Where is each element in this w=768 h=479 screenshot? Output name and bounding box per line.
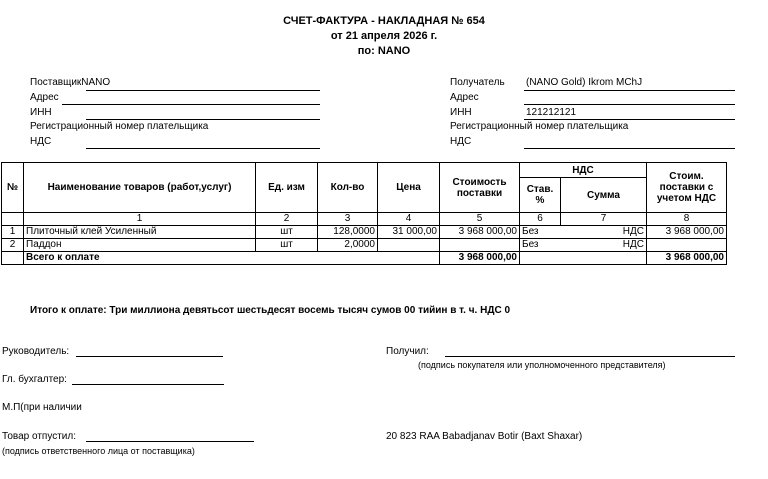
director-line — [76, 356, 223, 357]
stamp-label: М.П(при наличии — [2, 402, 82, 413]
recipient-nds-label: НДС — [450, 136, 472, 147]
recipient-value: (NANO Gold) Ikrom MChJ — [526, 77, 643, 88]
th-price: Цена — [378, 163, 440, 213]
supplier-inn-label: ИНН — [30, 107, 52, 118]
recipient-reg-label: Регистрационный номер плательщика — [450, 121, 629, 132]
th-total-with-vat: Стоим. поставки с учетом НДС — [647, 163, 727, 213]
th-vat-sum: Сумма — [561, 178, 647, 213]
summary-text: Итого к оплате: Три миллиона девятьсот шестьдесят восемь тысяч сумов 00 тийин в т. ч. НДС 0 — [30, 305, 511, 316]
row-unit: шт — [256, 239, 318, 252]
accountant-line — [72, 384, 224, 385]
row-unit: шт — [256, 226, 318, 239]
received-line — [445, 356, 735, 357]
col-number: 1 — [24, 213, 256, 226]
supplier-reg-label: Регистрационный номер плательщика — [30, 121, 209, 132]
invoice-title: СЧЕТ-ФАКТУРА - НАКЛАДНАЯ № 654 — [283, 15, 485, 27]
col-number: 7 — [561, 213, 647, 226]
row-num: 2 — [2, 239, 24, 252]
received-note: (подпись покупателя или уполномоченного представителя) — [418, 360, 666, 370]
total-with-vat: 3 968 000,00 — [647, 252, 727, 265]
supplier-label: Поставщик — [30, 77, 82, 88]
supplier-line — [86, 90, 320, 91]
row-vat-sum: НДС — [561, 226, 647, 239]
recipient-nds-line — [524, 148, 735, 149]
supplier-value: NANO — [81, 77, 111, 88]
th-cost: Стоимость поставки — [440, 163, 520, 213]
th-unit: Ед. изм — [256, 163, 318, 213]
director-label: Руководитель: — [2, 346, 70, 357]
released-line — [86, 441, 254, 442]
row-vat-rate: Без — [520, 226, 561, 239]
col-number: 4 — [378, 213, 440, 226]
invoice-table — [1, 162, 727, 265]
released-label: Товар отпустил: — [2, 431, 76, 442]
recipient-label: Получатель — [450, 77, 505, 88]
row-cost: 3 968 000,00 — [440, 226, 520, 239]
total-row — [2, 252, 727, 265]
row-total: 3 968 000,00 — [647, 226, 727, 239]
accountant-label: Гл. бухгалтер: — [2, 374, 67, 385]
th-qty: Кол-во — [318, 163, 378, 213]
row-vat-sum: НДС — [561, 239, 647, 252]
supplier-address-line — [62, 104, 320, 105]
th-vat: НДС — [520, 163, 647, 178]
col-number: 6 — [520, 213, 561, 226]
th-vat-rate: Став. % — [520, 178, 561, 213]
col-number — [2, 213, 24, 226]
supplier-inn-line — [86, 119, 320, 120]
supplier-row — [30, 77, 110, 88]
row-qty: 128,0000 — [318, 226, 378, 239]
invoice-date: от 21 апреля 2026 г. — [330, 30, 438, 42]
recipient-line — [524, 90, 735, 91]
proxy-text: 20 823 RAA Babadjanav Botir (Baxt Shaxar) — [386, 431, 583, 442]
table-row — [2, 239, 727, 252]
col-number: 2 — [256, 213, 318, 226]
col-number: 8 — [647, 213, 727, 226]
invoice-to: по: NANO — [357, 45, 411, 57]
recipient-address-line — [524, 104, 735, 105]
row-price — [378, 239, 440, 252]
row-total — [647, 239, 727, 252]
col-number: 3 — [318, 213, 378, 226]
row-vat-rate: Без — [520, 239, 561, 252]
row-price: 31 000,00 — [378, 226, 440, 239]
column-number-row — [2, 213, 727, 226]
recipient-inn-line — [524, 119, 735, 120]
row-qty: 2,0000 — [318, 239, 378, 252]
released-note: (подпись ответственного лица от поставщика) — [2, 446, 195, 456]
supplier-nds-line — [86, 148, 320, 149]
row-cost — [440, 239, 520, 252]
total-label: Всего к оплате — [24, 252, 440, 265]
recipient-address-label: Адрес — [450, 92, 479, 103]
table-row — [2, 226, 727, 239]
col-number: 5 — [440, 213, 520, 226]
total-cost: 3 968 000,00 — [440, 252, 520, 265]
row-num: 1 — [2, 226, 24, 239]
th-name: Наименование товаров (работ,услуг) — [24, 163, 256, 213]
received-label: Получил: — [386, 346, 429, 357]
supplier-nds-label: НДС — [30, 136, 52, 147]
row-name: Плиточный клей Усиленный — [24, 226, 256, 239]
supplier-address-label: Адрес — [30, 92, 59, 103]
recipient-inn-value: 121212121 — [526, 107, 577, 118]
row-name: Паддон — [24, 239, 256, 252]
th-num: № — [2, 163, 24, 213]
recipient-inn-label: ИНН — [450, 107, 472, 118]
